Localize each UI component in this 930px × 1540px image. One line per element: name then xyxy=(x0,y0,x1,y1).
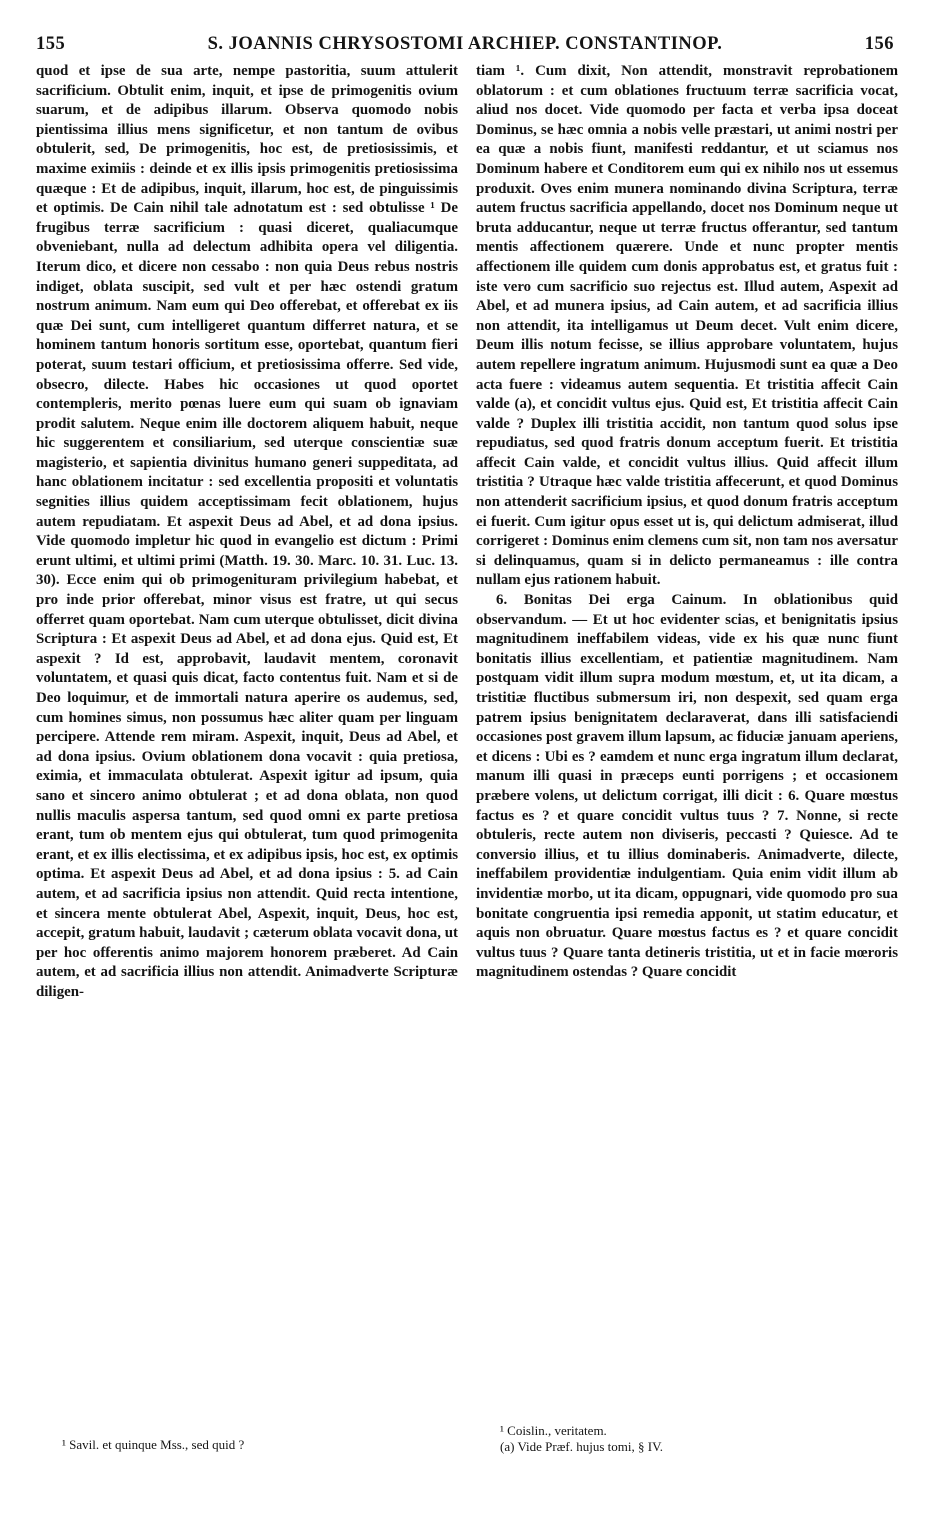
right-column-paragraph: tiam ¹. Cum dixit, Non attendit, monstravit reprobationem oblatorum : et cum oblationes fructuum terræ sacrificia vocat, aliud nos docet. Vide quomodo per facta et verba ipsa doceat Dominus, se hæc omnia a nobis velle præstari, ut animi nostri per ea quæ a nobis fiunt, manifesti reddantur, et ut sciamus nos Dominum habere et Conditorem eum qui ex nihilo nos ut essemus produxit. Oves enim munera nominando divina Scriptura, terræ autem fructus sacrificia appellando, docet nos Dominum neque ut bruta adducantur, neque ut terræ fructus offerantur, sed tantum mentis affectionem quærere. Unde et nunc propter mentis affectionem ille quidem cum donis approbatus est, et gratus fuit : iste vero cum sacrificio suo rejectus est. Illud autem, Aspexit ad Abel, et ad munera ipsius, ad Cain autem, et ad sacrificia illius non attendit, ita intelligamus ut Deum decet. Vult enim dicere, Deum illis notum fecisse, se illius approbare voluntatem, hujus autem repellere ingratum animum. Hujusmodi sunt ea quæ a Deo acta fuere : videamus autem sequentia. Et tristitia affecit Cain valde (a), et concidit vultus ejus. Quid est, Et tristitia affecit Cain valde ? Duplex illi tristitia accidit, non tantum quod solus ipse repudiatus, sed quod fratris donum acceptum fuerit. Et tristitia affecit Cain valde, et concidit vultus illius. Quid affecit illum tristitia ? Utraque hæc valde tristitia affecerunt, et quod Dominus non attenderit sacrificium ipsius, et quod donum fratris acceptum ei fuerit. Cum igitur opus esset ut is, qui delictum admiserat, illud corrigeret : Dominus enim clemens cum sit, non tam nos aversatur si delinquamus, quam si in delicto permaneamus : ille contra nullam ejus rationem habuit. xyxy=(476,63,898,589)
left-footnotes xyxy=(62,1437,452,1453)
right-footnotes xyxy=(500,1423,890,1455)
right-column-paragraph: 6. Bonitas Dei erga Cainum. In oblationibus quid observandum. — Et ut hoc evidenter scias, et benignitatis ipsius magnitudinem ineffabilem videas, vide ex his quæ nunc fiunt bonitatis illius excellentiam, et patientiæ magnitudinem. Nam postquam vidit illum supra modum mœstum, et, ut ita dicam, a tristitiæ fluctibus submersum iri, non despexit, sed quam erga patrem ipsius benignitatem declaraverat, dans illi satisfaciendi occasiones post gravem illum lapsum, ac fiduciæ januam aperiens, et dicens : Ubi es ? eamdem et nunc erga ingratum illum declarat, manum illi quasi in præceps eunti porrigens ; et occasionem præbere volens, ut delictum corrigat, illi dicit : 6. Quare mœstus factus es ? et quare concidit vultus tuus ? 7. Nonne, si recte obtuleris, recte autem non diviseris, peccasti ? Quiesce. Ad te conversio illius, et tu illius dominaberis. Animadverte, dilecte, ineffabilem providentiæ indulgentiam. Quia enim vidit illum ab invidentiæ morbo, ut ita dicam, oppugnari, vide quomodo pro sua bonitate congruentia ipsi remedia apponit, ut statim educatur, et aquis non obruatur. Quare mœstus factus es ? et quare concidit vultus tuus ? Quare tanta detineris tristitia, ut et in facie mœroris magnitudinem ostendas ? Quare concidit xyxy=(476,592,898,981)
left-column-paragraph: quod et ipse de sua arte, nempe pastoritia, suum attulerit sacrificium. Obtulit enim, inquit, et ipse de primogenitis ovium suarum, et de adipibus illarum. Observa quomodo nobis pientissima illius mens significetur, et non tantum de ovibus obtulerit, sed, De primogenitis, hoc est, de pretiosissimis, et maxime eximiis : deinde et ex illis ipsis primogenitis pretiosissima quæque : Et de adipibus, inquit, illarum, hoc est, de pinguissimis et optimis. De Cain nihil tale adnotatum est : sed obtulisse ¹ De frugibus terræ sacrificium : quasi diceret, qualiacumque obveniebant, nulla ad delectum adhibita opera vel diligentia. Iterum dico, et dicere non cessabo : non quia Deus rebus nostris indiget, oblata suscipit, sed vult et per hæc ostendi gratum nostrum animum. Nam eum qui Deo offerebat, et offerebat ex iis quæ Dei sunt, cum intelligeret quantum differret natura, et se hominem tantum honoris sortitum esse, oportebat, quantum fieri poterat, suum testari officium, et pretiosissima offerre. Sed vide, obsecro, dilecte. Habes hic occasiones ut quod oportet contempleris, merito pœnas luere eum qui suam ob ignaviam prodit salutem. Neque enim ille doctorem aliquem habuit, neque hic suggerentem et consiliarium, sed uterque conscientiæ suæ magisterio, et sapientia divinitus humano generi suppeditata, ad hanc oblationem incitatur : sed excellentia propositi et voluntatis segnities illius quidem acceptissimam fecit oblationem, hujus autem repudiatam. Et aspexit Deus ad Abel, et ad dona ipsius. Vide quomodo impletur hic quod in evangelio est dictum : Primi erunt ultimi, et ultimi primi (Matth. 19. 30. Marc. 10. 31. Luc. 13. 30). Ecce enim qui ob primogenituram privilegium habebat, et pro inde prior offerebat, minor visus est fratre, ut qui secus offerret quam oportebat. Nam cum uterque obtulisset, dicit divina Scriptura : Et aspexit Deus ad Abel, et ad dona ejus. Quid est, Et aspexit ? Id est, approbavit, laudavit mentem, coronavit voluntatem, et quasi quis dicat, facto contentus fuit. Nam et si de Deo loquimur, et de immortali natura aperire os audemus, sed, cum homines simus, non possumus hæc aliter quam per linguam percipere. Attende rem miram. Aspexit, inquit, Deus ad Abel, et ad dona ipsius. Ovium oblationem dona vocavit : quia pretiosa, eximia, et immaculata obtulerat. Aspexit igitur ad ipsum, quia sano et sincero animo obtulerat ; et ad dona oblata, non quod nullis maculis aspersa tantum, sed quod omni ex parte pretiosa erant, tum ob mentem ejus qui obtulerat, tum quod primogenita erant, et ex illis electissima, et ex adipibus ipsis, hoc est, ex optimis optima. Et aspexit Deus ad Abel, et ad dona ipsius : 5. ad Cain autem, et ad sacrificia ipsius non attendit. Quid recta intentione, et sincera mente obtulerat Abel, Aspexit, inquit, Deus, hoc est, accepit, gratum habuit, laudavit ; cæterum oblata vocavit dona, ut per hoc offerentis animo majorem honorem præberet. Ad Cain autem, et ad sacrificia illius non attendit. Animadverte Scripturæ diligen- xyxy=(36,63,458,1000)
footnote: ¹ Coislin., veritatem. xyxy=(500,1423,607,1438)
right-column xyxy=(476,62,898,1462)
footnote: (a) Vide Præf. hujus tomi, § IV. xyxy=(500,1439,664,1454)
running-header xyxy=(36,34,894,58)
left-column xyxy=(36,62,458,1462)
running-title: S. JOANNIS CHRYSOSTOMI ARCHIEP. CONSTANTINOP. xyxy=(207,34,723,54)
page-number-left: 155 xyxy=(36,34,66,54)
page-number-right: 156 xyxy=(864,34,894,54)
footnote: ¹ Savil. et quinque Mss., sed quid ? xyxy=(62,1437,245,1452)
